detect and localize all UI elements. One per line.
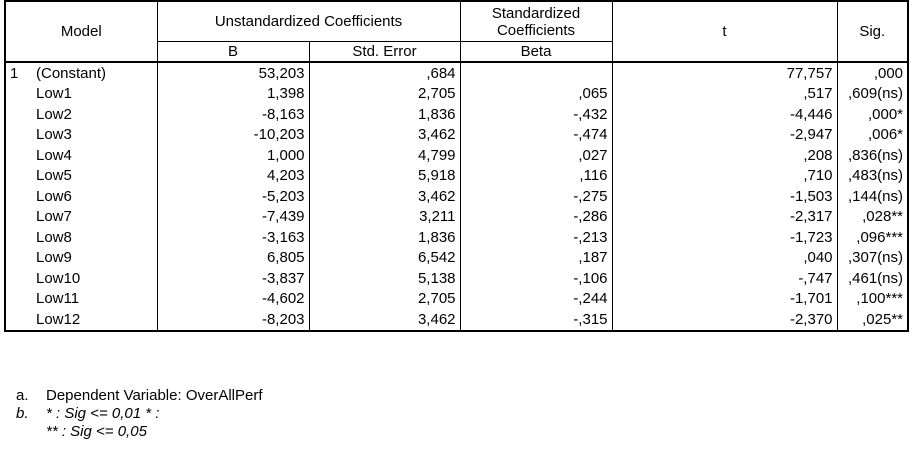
header-standardized-coefficients [460, 1, 612, 42]
beta-cell: ,116 [460, 166, 612, 187]
variable-name-cell: Low11 [32, 289, 157, 310]
std-error-cell: 3,462 [309, 186, 460, 207]
header-sig: Sig. [837, 1, 908, 62]
table-body [5, 62, 908, 331]
sig-cell: ,836(ns) [837, 145, 908, 166]
sig-cell: ,144(ns) [837, 186, 908, 207]
t-cell: ,040 [612, 248, 837, 269]
b-cell: -4,602 [157, 289, 309, 310]
footnote-b [16, 405, 263, 423]
b-cell: -7,439 [157, 207, 309, 228]
variable-name-cell: Low2 [32, 104, 157, 125]
sig-cell: ,100*** [837, 289, 908, 310]
model-number-cell [5, 268, 32, 289]
sig-cell: ,609(ns) [837, 84, 908, 105]
std-error-cell: 5,918 [309, 166, 460, 187]
std-error-cell: 2,705 [309, 289, 460, 310]
std-error-cell: 4,799 [309, 145, 460, 166]
std-error-cell: 2,705 [309, 84, 460, 105]
header-standardized-line1: Standardized [491, 4, 581, 22]
sig-cell: ,096*** [837, 227, 908, 248]
table-row [5, 62, 908, 84]
std-error-cell: 5,138 [309, 268, 460, 289]
t-cell: ,710 [612, 166, 837, 187]
header-unstandardized-coefficients: Unstandardized Coefficients [157, 1, 460, 42]
beta-cell: -,315 [460, 309, 612, 331]
t-cell: -2,947 [612, 125, 837, 146]
beta-cell: -,474 [460, 125, 612, 146]
model-number-cell [5, 207, 32, 228]
table-row [5, 186, 908, 207]
variable-name-cell: Low4 [32, 145, 157, 166]
footnote-b-continued [16, 423, 263, 441]
t-cell: -2,370 [612, 309, 837, 331]
header-standardized-line2: Coefficients [496, 21, 576, 39]
header-beta: Beta [460, 42, 612, 63]
sig-cell: ,461(ns) [837, 268, 908, 289]
variable-name-cell: Low6 [32, 186, 157, 207]
t-cell: -1,503 [612, 186, 837, 207]
beta-cell [460, 62, 612, 84]
t-cell: -1,701 [612, 289, 837, 310]
beta-cell: -,432 [460, 104, 612, 125]
std-error-cell: 1,836 [309, 227, 460, 248]
model-number-cell [5, 289, 32, 310]
t-cell: ,517 [612, 84, 837, 105]
std-error-cell: 1,836 [309, 104, 460, 125]
footnote-b-line2: ** : Sig <= 0,05 [46, 423, 147, 440]
t-cell: -2,317 [612, 207, 837, 228]
table-row [5, 125, 908, 146]
model-number-cell [5, 145, 32, 166]
t-cell: -4,446 [612, 104, 837, 125]
std-error-cell: 3,462 [309, 125, 460, 146]
header-t: t [612, 1, 837, 62]
beta-cell: ,065 [460, 84, 612, 105]
footnote-a [16, 387, 263, 405]
t-cell: ,208 [612, 145, 837, 166]
b-cell: 4,203 [157, 166, 309, 187]
sig-cell: ,000 [837, 62, 908, 84]
variable-name-cell: (Constant) [32, 62, 157, 84]
sig-cell: ,483(ns) [837, 166, 908, 187]
table-row [5, 268, 908, 289]
table-row [5, 84, 908, 105]
variable-name-cell: Low10 [32, 268, 157, 289]
variable-name-cell: Low3 [32, 125, 157, 146]
std-error-cell: 3,462 [309, 309, 460, 331]
table-row [5, 207, 908, 228]
variable-name-cell: Low12 [32, 309, 157, 331]
b-cell: -8,163 [157, 104, 309, 125]
model-number-cell [5, 125, 32, 146]
b-cell: 1,398 [157, 84, 309, 105]
std-error-cell: 3,211 [309, 207, 460, 228]
b-cell: -5,203 [157, 186, 309, 207]
footnote-b-text: * : Sig <= 0,01 * : [46, 405, 160, 422]
model-number-cell [5, 309, 32, 331]
table-row [5, 104, 908, 125]
model-number-cell [5, 84, 32, 105]
beta-cell: -,286 [460, 207, 612, 228]
b-cell: -10,203 [157, 125, 309, 146]
t-cell: 77,757 [612, 62, 837, 84]
std-error-cell: 6,542 [309, 248, 460, 269]
beta-cell: ,027 [460, 145, 612, 166]
t-cell: -,747 [612, 268, 837, 289]
table-footnotes [16, 387, 263, 441]
b-cell: -8,203 [157, 309, 309, 331]
sig-cell: ,025** [837, 309, 908, 331]
model-number-cell [5, 186, 32, 207]
variable-name-cell: Low8 [32, 227, 157, 248]
header-b: B [157, 42, 309, 63]
variable-name-cell: Low5 [32, 166, 157, 187]
header-std-error: Std. Error [309, 42, 460, 63]
b-cell: 6,805 [157, 248, 309, 269]
sig-cell: ,006* [837, 125, 908, 146]
model-number-cell [5, 227, 32, 248]
b-cell: 53,203 [157, 62, 309, 84]
table-row [5, 289, 908, 310]
sig-cell: ,307(ns) [837, 248, 908, 269]
footnote-b-key: b. [16, 405, 29, 422]
table-row [5, 145, 908, 166]
coefficients-table-container [4, 0, 907, 332]
header-model: Model [5, 1, 157, 62]
model-number-cell [5, 248, 32, 269]
beta-cell: -,275 [460, 186, 612, 207]
table-row [5, 166, 908, 187]
table-row [5, 309, 908, 331]
sig-cell: ,000* [837, 104, 908, 125]
table-row [5, 248, 908, 269]
b-cell: 1,000 [157, 145, 309, 166]
beta-cell: ,187 [460, 248, 612, 269]
table-row [5, 227, 908, 248]
model-number-cell [5, 104, 32, 125]
variable-name-cell: Low1 [32, 84, 157, 105]
footnote-a-text: Dependent Variable: OverAllPerf [46, 387, 263, 404]
model-number-cell: 1 [5, 62, 32, 84]
b-cell: -3,163 [157, 227, 309, 248]
sig-cell: ,028** [837, 207, 908, 228]
beta-cell: -,244 [460, 289, 612, 310]
variable-name-cell: Low9 [32, 248, 157, 269]
std-error-cell: ,684 [309, 62, 460, 84]
beta-cell: -,106 [460, 268, 612, 289]
model-number-cell [5, 166, 32, 187]
t-cell: -1,723 [612, 227, 837, 248]
b-cell: -3,837 [157, 268, 309, 289]
beta-cell: -,213 [460, 227, 612, 248]
variable-name-cell: Low7 [32, 207, 157, 228]
coefficients-table [4, 0, 909, 332]
footnote-a-key: a. [16, 387, 29, 404]
